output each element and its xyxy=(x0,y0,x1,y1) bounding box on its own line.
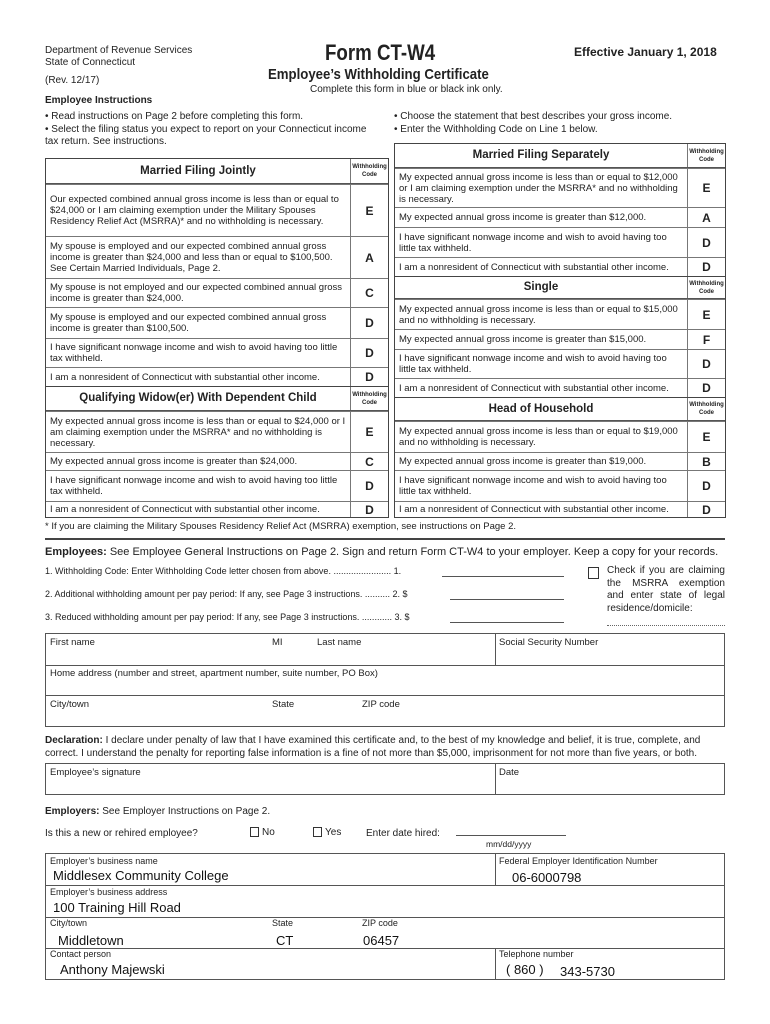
fein-value[interactable]: 06-6000798 xyxy=(512,870,582,885)
table-row xyxy=(46,411,388,452)
home-address-field[interactable]: Home address (number and street, apartment number, suite number, PO Box) xyxy=(50,668,378,679)
ink-note: Complete this form in blue or black ink only. xyxy=(310,84,503,95)
line1-label: 1. Withholding Code: Enter Withholding Code letter chosen from above. ....................... 1. xyxy=(45,566,402,577)
row-description: I am a nonresident of Connecticut with substantial other income. xyxy=(50,371,320,383)
code-header-line: Withholding xyxy=(352,391,387,398)
form-subtitle: Employee’s Withholding Certificate xyxy=(268,66,489,83)
area-code-value[interactable]: ( 860 ) xyxy=(506,962,544,977)
row-description: I have significant nonwage income and wish to avoid having too little tax withheld. xyxy=(50,475,338,497)
date-hired-label: Enter date hired: xyxy=(366,828,440,839)
code-header-line: Code xyxy=(362,399,377,406)
row-description: My expected annual gross income is less than or equal to $12,000 or I am claiming exemption under the MSRRA* and no withholding is necessary. xyxy=(399,171,678,205)
withholding-code: D xyxy=(350,339,388,367)
section-title: Married Filing Separately xyxy=(472,149,610,161)
code-header-line: Code xyxy=(699,288,714,295)
code-header-line: Code xyxy=(699,156,714,163)
code-header-line: Withholding xyxy=(352,164,387,170)
mi-field[interactable]: MI xyxy=(272,637,283,648)
row-description: My expected annual gross income is greater than $24,000. xyxy=(50,456,298,467)
withholding-code: D xyxy=(350,471,388,501)
address-value[interactable]: 100 Training Hill Road xyxy=(53,900,181,915)
withholding-code-input[interactable] xyxy=(442,566,564,577)
table-row xyxy=(395,207,725,227)
divider xyxy=(495,948,496,980)
withholding-code: E xyxy=(687,169,725,207)
first-name-field[interactable]: First name xyxy=(50,637,95,648)
divider xyxy=(495,633,496,665)
phone-value[interactable]: 343-5730 xyxy=(560,964,615,979)
row-description: I am a nonresident of Connecticut with substantial other income. xyxy=(399,261,669,273)
table-row xyxy=(46,452,388,470)
row-description: My spouse is not employed and our expected combined annual gross income is greater than $24,000. xyxy=(50,282,343,304)
row-description: My expected annual gross income is greater than $15,000. xyxy=(399,334,647,345)
table-row xyxy=(395,349,725,378)
row-description: I have significant nonwage income and wish to avoid having too little tax withheld. xyxy=(399,475,667,497)
code-header-line: Withholding xyxy=(689,402,724,408)
row-description: I have significant nonwage income and wish to avoid having too little tax withheld. xyxy=(399,353,667,375)
date-field[interactable]: Date xyxy=(499,767,520,778)
code-header xyxy=(687,144,725,167)
table-row xyxy=(395,257,725,276)
employer-zip-value[interactable]: 06457 xyxy=(363,933,400,948)
new-employee-question: Is this a new or rehired employee? xyxy=(45,828,198,839)
row-description: My expected annual gross income is greater than $12,000. xyxy=(399,212,647,223)
msrra-footnote: * If you are claiming the Military Spouses Residency Relief Act (MSRRA) exemption, see instructions on Page 2. xyxy=(45,521,516,532)
withholding-code: E xyxy=(350,185,388,236)
fein-label: Federal Employer Identification Number xyxy=(499,856,658,866)
withholding-code: D xyxy=(687,379,725,397)
domicile-input[interactable] xyxy=(607,616,725,626)
row-description: My expected annual gross income is less than or equal to $15,000 and no withholding is necessary. xyxy=(399,303,678,326)
additional-withholding-input[interactable] xyxy=(450,589,564,600)
code-header-line: Withholding xyxy=(689,148,724,155)
withholding-code: D xyxy=(687,471,725,501)
withholding-code: C xyxy=(350,279,388,307)
employer-city-value[interactable]: Middletown xyxy=(58,933,124,948)
withholding-code: B xyxy=(687,453,725,470)
city-field[interactable]: City/town xyxy=(50,699,90,710)
divider xyxy=(45,695,725,696)
date-format-hint: mm/dd/yyyy xyxy=(486,839,532,849)
employer-state-label: State xyxy=(272,918,294,928)
divider xyxy=(45,948,725,949)
table-row xyxy=(395,501,725,517)
instructions-left xyxy=(45,111,380,149)
section-title: Married Filing Jointly xyxy=(140,164,256,177)
section-title: Qualifying Widow(er) With Dependent Child xyxy=(79,392,317,404)
code-header xyxy=(687,398,725,420)
row-description: I have significant nonwage income and wish to avoid having too little tax withheld. xyxy=(399,231,667,254)
last-name-field[interactable]: Last name xyxy=(317,637,362,648)
address-label: Employer’s business address xyxy=(50,887,168,897)
table-row xyxy=(395,299,725,329)
employers-text: See Employer Instructions on Page 2. xyxy=(102,806,271,817)
divider xyxy=(45,885,725,886)
yes-checkbox[interactable] xyxy=(313,827,322,837)
table-row xyxy=(46,278,388,307)
employer-zip-label: ZIP code xyxy=(362,918,398,928)
employees-lead: Employees: xyxy=(45,546,107,558)
row-description: My expected annual gross income is less than or equal to $19,000 and no withholding is necessary. xyxy=(399,426,678,448)
divider xyxy=(495,853,496,885)
employee-info-box xyxy=(45,633,725,727)
table-row xyxy=(395,168,725,207)
table-row xyxy=(395,452,725,470)
table-row xyxy=(395,470,725,501)
declaration-lead: Declaration: xyxy=(45,735,103,746)
divider xyxy=(45,538,725,540)
business-name-value[interactable]: Middlesex Community College xyxy=(53,868,229,883)
instruction-item: • Choose the statement that best describes your gross income. xyxy=(394,111,673,122)
yes-label: Yes xyxy=(325,827,342,838)
table-section-header xyxy=(46,386,388,411)
table-row xyxy=(46,367,388,386)
row-description: My spouse is employed and our expected combined annual gross income is greater than $100,500. xyxy=(50,312,327,334)
instructions-right xyxy=(394,111,729,136)
withholding-code: D xyxy=(350,308,388,338)
filing-status-table-right xyxy=(394,143,726,518)
zip-field[interactable]: ZIP code xyxy=(362,699,400,710)
line3-label: 3. Reduced withholding amount per pay period: If any, see Page 3 instructions. ............ 3. $ xyxy=(45,612,410,623)
row-description: I am a nonresident of Connecticut with substantial other income. xyxy=(399,382,669,394)
table-row xyxy=(46,307,388,338)
row-description: Our expected combined annual gross income is less than or equal to $24,000 or I am claiming exemption under the Military Spouses Residency Relief Act (MSRRA)* and no withholding is necessary. xyxy=(50,194,339,227)
row-description: My expected annual gross income is less than or equal to $24,000 or I am claiming exemption under the MSRRA* and no withholding is necessary. xyxy=(50,415,346,449)
no-checkbox[interactable] xyxy=(250,827,259,837)
withholding-code: F xyxy=(687,330,725,349)
state-field[interactable]: State xyxy=(272,699,295,710)
withholding-code: D xyxy=(687,502,725,517)
divider xyxy=(495,763,496,795)
withholding-code: D xyxy=(687,258,725,276)
table-row xyxy=(46,338,388,367)
msrra-checkbox[interactable] xyxy=(588,567,599,579)
signature-field[interactable]: Employee’s signature xyxy=(50,767,141,778)
withholding-code: D xyxy=(350,502,388,517)
date-hired-input[interactable] xyxy=(456,826,566,836)
withholding-code: E xyxy=(350,412,388,452)
business-name-label: Employer’s business name xyxy=(50,856,158,866)
msrra-label: Check if you are claiming the MSRRA exemption and enter state of legal residence/domicile: xyxy=(607,565,725,614)
instruction-item: • Enter the Withholding Code on Line 1 below. xyxy=(394,123,598,135)
table-row xyxy=(395,378,725,397)
withholding-code: D xyxy=(350,368,388,386)
instruction-item: • Select the filing status you expect to report on your Connecticut income tax return. See instructions. xyxy=(45,123,367,147)
code-header xyxy=(350,387,388,410)
code-header xyxy=(350,159,388,183)
withholding-code: A xyxy=(687,208,725,227)
line2-label: 2. Additional withholding amount per pay period: If any, see Page 3 instructions. .......... 2. $ xyxy=(45,589,408,600)
section-title: Head of Household xyxy=(488,402,594,415)
table-row xyxy=(46,184,388,236)
row-description: My expected annual gross income is greater than $19,000. xyxy=(399,456,647,467)
no-label: No xyxy=(262,827,275,838)
employees-text: See Employee General Instructions on Page 2. Sign and return Form CT-W4 to your employer. Keep a copy for your records. xyxy=(109,546,719,558)
revision: (Rev. 12/17) xyxy=(45,75,100,86)
contact-value[interactable]: Anthony Majewski xyxy=(60,962,165,977)
withholding-code: D xyxy=(687,228,725,257)
table-row xyxy=(395,329,725,349)
signature-box xyxy=(45,763,725,795)
employees-heading xyxy=(45,546,718,558)
declaration-text: I declare under penalty of law that I have examined this certificate and, to the best of my knowledge and belief, it is true, complete, and correct. I understand the penalty for reporting false information is a fine of not more than $5,000, imprisonment for not more than five years, or both. xyxy=(45,735,701,759)
divider xyxy=(45,665,725,666)
row-description: I am a nonresident of Connecticut with substantial other income. xyxy=(50,504,320,515)
table-row xyxy=(46,501,388,517)
employer-city-label: City/town xyxy=(50,918,88,928)
instruction-item: • Read instructions on Page 2 before completing this form. xyxy=(45,111,304,122)
employers-lead: Employers: xyxy=(45,806,100,817)
table-row xyxy=(46,236,388,278)
form-title: Form CT-W4 xyxy=(325,40,436,65)
declaration xyxy=(45,734,727,760)
code-header-line: Code xyxy=(362,172,377,178)
contact-label: Contact person xyxy=(50,949,112,959)
withholding-code: A xyxy=(350,237,388,278)
withholding-code: E xyxy=(687,422,725,452)
table-row xyxy=(395,227,725,257)
reduced-withholding-input[interactable] xyxy=(450,612,564,623)
no-option[interactable] xyxy=(250,827,275,838)
section-title: Single xyxy=(523,281,559,293)
row-description: I am a nonresident of Connecticut with substantial other income. xyxy=(399,504,669,515)
table-row xyxy=(395,421,725,452)
table-row xyxy=(46,470,388,501)
code-header-line: Withholding xyxy=(689,280,724,287)
employers-heading xyxy=(45,806,270,817)
table-section-header xyxy=(395,144,725,168)
yes-option[interactable] xyxy=(313,827,341,838)
row-description: My spouse is employed and our expected combined annual gross income is greater than $24,000 and less than or equal to $100,500. See Certain Married Individuals, Page 2. xyxy=(50,241,333,274)
withholding-code: C xyxy=(350,453,388,470)
withholding-code: E xyxy=(687,300,725,329)
row-description: I have significant nonwage income and wish to avoid having too little tax withheld. xyxy=(50,342,338,364)
phone-label: Telephone number xyxy=(499,949,574,959)
table-section-header xyxy=(395,397,725,421)
withholding-code: D xyxy=(687,350,725,378)
filing-status-table-left xyxy=(45,158,389,518)
state: State of Connecticut xyxy=(45,57,136,68)
agency-block xyxy=(45,45,192,87)
ssn-field[interactable]: Social Security Number xyxy=(499,637,599,648)
effective-date: Effective January 1, 2018 xyxy=(574,45,717,59)
department: Department of Revenue Services xyxy=(45,45,193,56)
employer-state-value[interactable]: CT xyxy=(276,933,294,948)
code-header xyxy=(687,277,725,298)
table-section-header xyxy=(46,159,388,184)
code-header-line: Code xyxy=(699,410,714,416)
table-section-header xyxy=(395,276,725,299)
instructions-title: Employee Instructions xyxy=(45,95,153,106)
